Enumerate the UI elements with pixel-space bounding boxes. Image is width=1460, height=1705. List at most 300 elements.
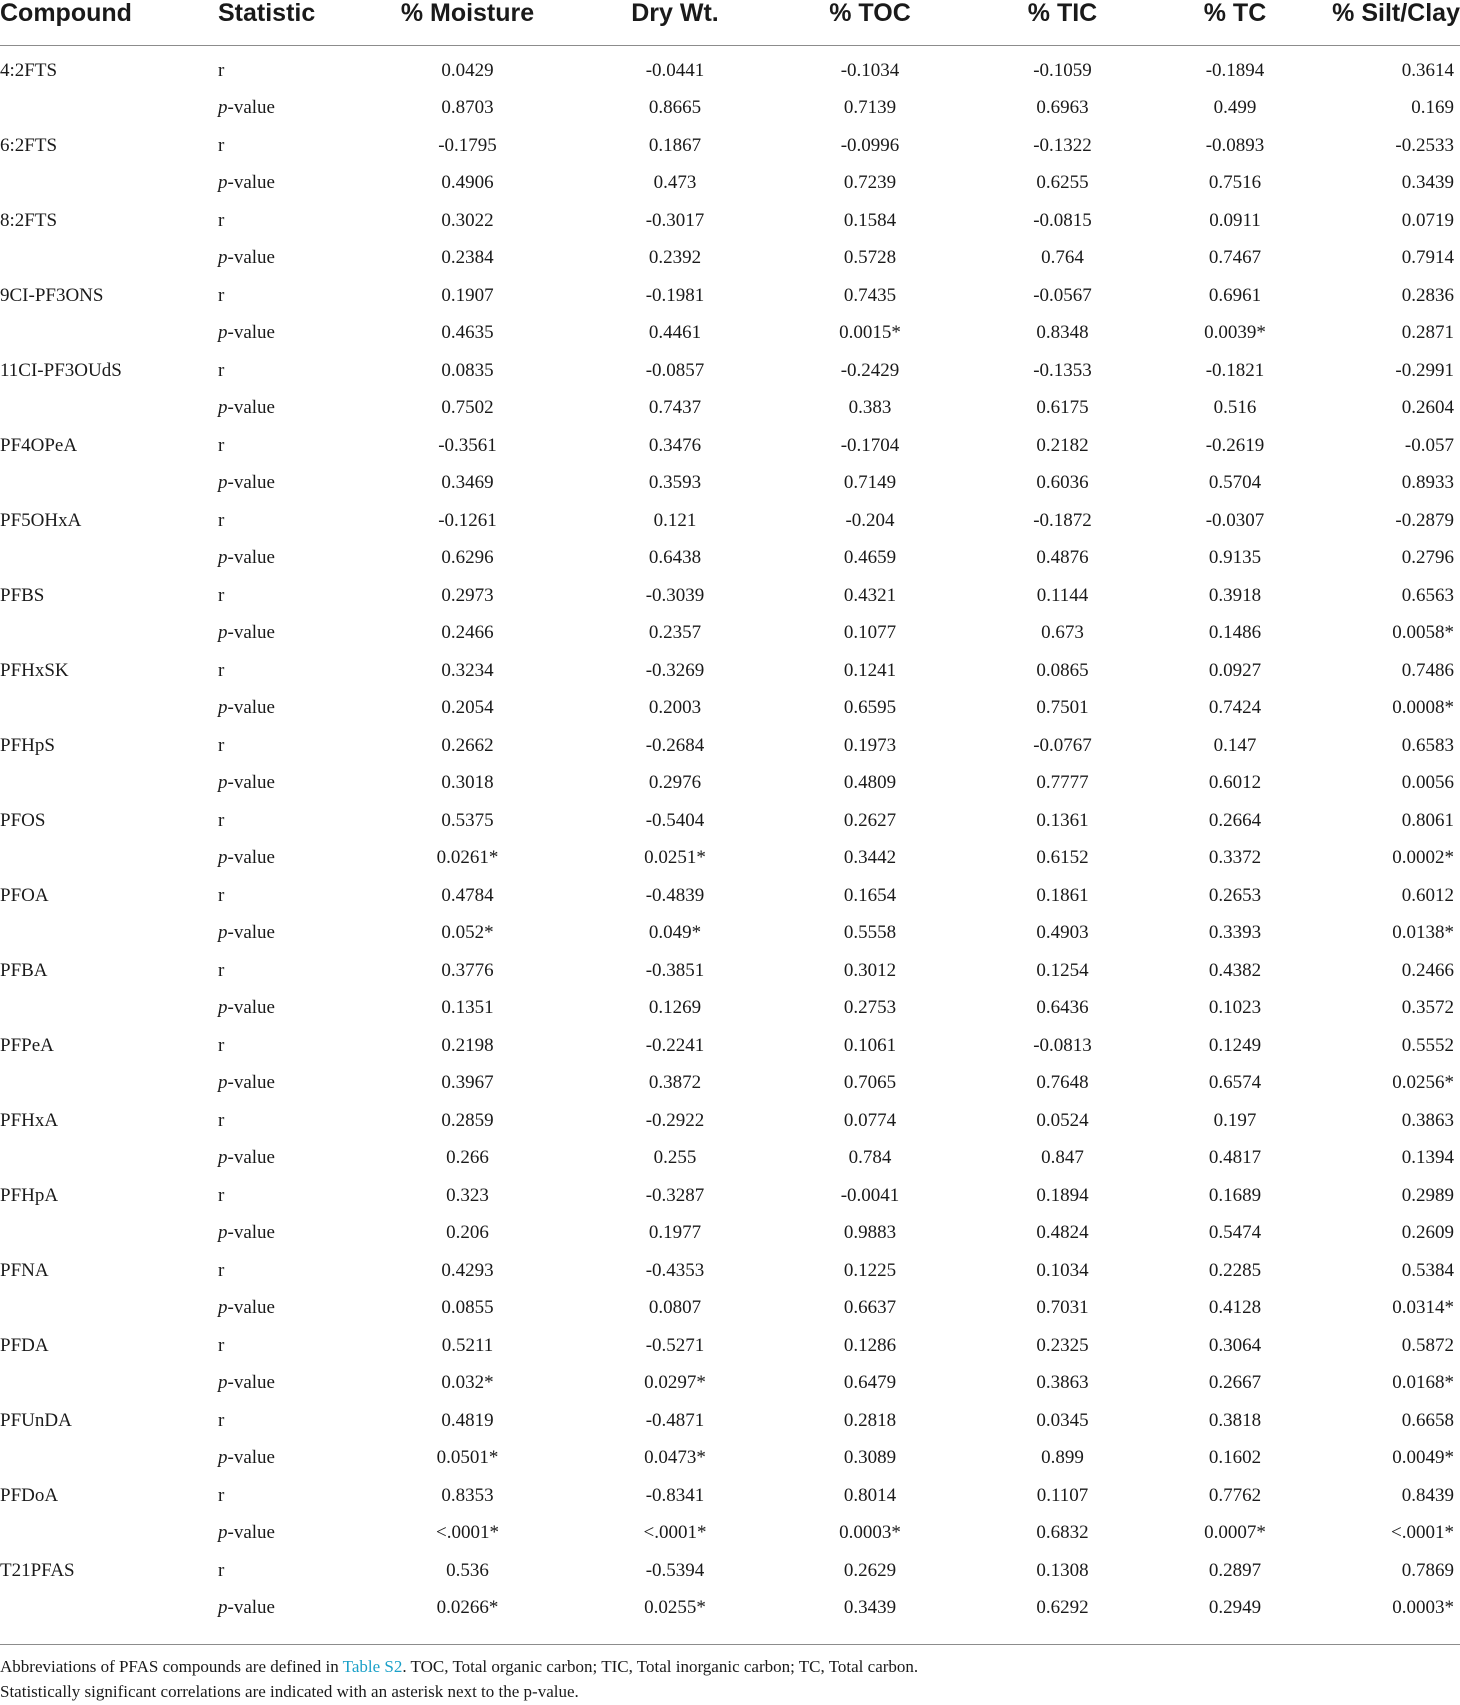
table-row [0,877,1460,915]
r-value-cell: 0.3022 [441,209,494,231]
p-italic: p [218,697,228,719]
compound-name: PFHpS [0,734,55,756]
table-body [0,46,1460,1628]
p-value-cell: 0.2796 [1401,547,1454,569]
statistic-r: r [218,809,225,831]
compound-blank [0,465,200,503]
p-value-cell: 0.2003 [648,697,702,719]
p-value-cell: 0.764 [1041,247,1084,269]
p-value-cell: 0.6832 [1036,1522,1089,1544]
statistic-p-value [200,240,370,278]
p-value-cell: 0.0473* [644,1447,706,1469]
footnote-line-1 [0,1654,1460,1679]
r-value-cell: 0.7762 [1208,1484,1262,1506]
compound-name: 11CI-PF3OUdS [0,359,122,381]
p-italic: p [218,847,228,869]
p-value-cell: 0.383 [848,397,892,419]
table-row [0,465,1460,503]
r-value-cell: 0.6012 [1401,884,1454,906]
r-value-cell: -0.2533 [1395,134,1454,156]
statistic-r: r [218,359,225,381]
p-value-cell: 0.6012 [1208,772,1262,794]
r-value-cell: -0.0441 [645,59,705,81]
compound-blank [0,1290,200,1328]
statistic-p-value [200,990,370,1028]
table-row [0,1515,1460,1553]
r-value-cell: 0.0865 [1036,659,1089,681]
p-value-cell: 0.3469 [441,472,494,494]
p-value-cell: 0.2357 [648,622,702,644]
table-row [0,90,1460,128]
r-value-cell: 0.2818 [843,1409,897,1431]
table-row [0,1440,1460,1478]
p-value-cell: 0.0256* [1392,1072,1454,1094]
p-value-cell: 0.2976 [648,772,702,794]
p-value-cell: 0.0008* [1392,697,1454,719]
table-row [0,1215,1460,1253]
statistic-r: r [218,284,225,306]
header-statistic: Statistic [200,0,370,46]
r-value-cell: 0.1361 [1036,809,1089,831]
statistic-p-value [200,915,370,953]
r-value-cell: 0.1249 [1208,1034,1262,1056]
p-value-cell: 0.9135 [1208,547,1262,569]
statistic-r: r [218,1109,225,1131]
compound-name: PFOA [0,884,49,906]
compound-blank [0,540,200,578]
p-rest: -value [227,97,275,119]
p-value-cell: 0.9883 [843,1222,897,1244]
r-value-cell: -0.2922 [645,1109,705,1131]
table-s2-link[interactable]: Table S2 [342,1657,403,1676]
r-value-cell: -0.5394 [645,1559,705,1581]
compound-blank [0,1590,200,1628]
compound-blank [0,1365,200,1403]
r-value-cell: 0.3818 [1208,1409,1262,1431]
p-value-cell: 0.1394 [1401,1147,1454,1169]
r-value-cell: 0.3776 [441,959,494,981]
p-rest: -value [227,1447,275,1469]
statistic-p-value [200,1365,370,1403]
p-rest: -value [227,397,275,419]
r-value-cell: -0.3039 [645,584,705,606]
table-row [0,727,1460,765]
p-value-cell: 0.0314* [1392,1297,1454,1319]
header-dry-weight: Dry Wt. [565,0,785,46]
p-value-cell: 0.3593 [648,472,702,494]
table-row [0,1552,1460,1590]
p-italic: p [218,772,228,794]
r-value-cell: 0.536 [446,1559,489,1581]
table-row [0,1252,1460,1290]
r-value-cell: -0.1821 [1205,359,1265,381]
compound-name: PFHxA [0,1109,59,1131]
p-italic: p [218,322,228,344]
p-value-cell: 0.6255 [1036,172,1089,194]
compound-blank [0,1440,200,1478]
compound-name: T21PFAS [0,1559,75,1581]
r-value-cell: 0.2859 [441,1109,494,1131]
r-value-cell: 0.323 [446,1184,489,1206]
r-value-cell: -0.2429 [840,359,900,381]
p-value-cell: 0.0501* [436,1447,499,1469]
r-value-cell: 0.7435 [843,284,897,306]
p-value-cell: 0.6574 [1208,1072,1262,1094]
p-value-cell: 0.0049* [1392,1447,1454,1469]
table-row [0,840,1460,878]
p-rest: -value [227,1147,275,1169]
p-value-cell: 0.0855 [441,1297,494,1319]
p-value-cell: 0.3018 [441,772,494,794]
p-value-cell: 0.3439 [843,1597,897,1619]
r-value-cell: -0.1322 [1033,134,1092,156]
r-value-cell: 0.3614 [1401,59,1454,81]
p-value-cell: 0.6175 [1036,397,1089,419]
p-value-cell: 0.4903 [1036,922,1089,944]
p-rest: -value [227,922,275,944]
r-value-cell: 0.121 [653,509,697,531]
r-value-cell: 0.1254 [1036,959,1089,981]
p-rest: -value [227,847,275,869]
compound-blank [0,1140,200,1178]
p-value-cell: 0.0058* [1392,622,1454,644]
r-value-cell: -0.1872 [1033,509,1092,531]
r-value-cell: -0.0815 [1033,209,1092,231]
r-value-cell: 0.2989 [1401,1184,1454,1206]
p-value-cell: 0.0266* [436,1597,499,1619]
r-value-cell: 0.1861 [1036,884,1089,906]
compound-blank [0,390,200,428]
compound-name: PFPeA [0,1034,54,1056]
r-value-cell: -0.5404 [645,809,705,831]
p-value-cell: 0.4817 [1208,1147,1262,1169]
r-value-cell: 0.2198 [441,1034,494,1056]
table-row [0,1477,1460,1515]
p-value-cell: 0.5474 [1208,1222,1262,1244]
r-value-cell: 0.0345 [1036,1409,1089,1431]
table-row [0,1590,1460,1628]
table-row [0,1290,1460,1328]
statistic-r: r [218,659,225,681]
compound-name: PFNA [0,1259,49,1281]
r-value-cell: 0.6961 [1208,284,1262,306]
r-value-cell: 0.1225 [843,1259,897,1281]
p-value-cell: 0.4659 [843,547,897,569]
p-value-cell: 0.169 [1411,97,1454,119]
compound-name: PFBA [0,959,48,981]
table-row [0,202,1460,240]
compound-name: 8:2FTS [0,209,58,231]
table-row [0,652,1460,690]
p-italic: p [218,472,228,494]
r-value-cell: 0.2325 [1036,1334,1089,1356]
r-value-cell: 0.2836 [1401,284,1454,306]
r-value-cell: -0.3017 [645,209,705,231]
p-value-cell: <.0001* [643,1522,707,1544]
compound-blank [0,90,200,128]
r-value-cell: -0.1261 [438,509,497,531]
table-row [0,240,1460,278]
table-row [0,277,1460,315]
p-rest: -value [227,1522,275,1544]
p-rest: -value [227,1597,275,1619]
p-value-cell: 0.7239 [843,172,897,194]
statistic-r: r [218,1184,225,1206]
table-row [0,690,1460,728]
statistic-r: r [218,434,225,456]
p-value-cell: 0.3967 [441,1072,494,1094]
p-value-cell: 0.3393 [1208,922,1262,944]
r-value-cell: -0.0567 [1033,284,1092,306]
statistic-p-value [200,1515,370,1553]
r-value-cell: 0.1907 [441,284,494,306]
p-value-cell: 0.2466 [441,622,494,644]
r-value-cell: 0.3234 [441,659,494,681]
p-italic: p [218,997,228,1019]
p-rest: -value [227,997,275,1019]
r-value-cell: -0.2619 [1205,434,1265,456]
r-value-cell: 0.1654 [843,884,897,906]
p-value-cell: 0.6479 [843,1372,897,1394]
table-row [0,390,1460,428]
p-value-cell: 0.3372 [1208,847,1262,869]
statistic-r: r [218,509,225,531]
r-value-cell: 0.3918 [1208,584,1262,606]
p-value-cell: 0.8933 [1401,472,1454,494]
p-value-cell: 0.3439 [1401,172,1454,194]
r-value-cell: 0.2662 [441,734,494,756]
p-value-cell: 0.6292 [1036,1597,1089,1619]
statistic-p-value [200,1590,370,1628]
table-footnote [0,1654,1460,1704]
p-italic: p [218,1522,228,1544]
r-value-cell: 0.5872 [1401,1334,1454,1356]
p-value-cell: 0.1023 [1208,997,1262,1019]
compound-name: 6:2FTS [0,134,58,156]
p-value-cell: 0.255 [653,1147,697,1169]
r-value-cell: 0.6583 [1401,734,1454,756]
compound-name: PFUnDA [0,1409,72,1431]
r-value-cell: -0.2991 [1395,359,1454,381]
r-value-cell: -0.1353 [1033,359,1092,381]
p-italic: p [218,97,228,119]
p-value-cell: 0.0003* [1392,1597,1454,1619]
compound-blank [0,165,200,203]
statistic-p-value [200,1290,370,1328]
p-value-cell: 0.1077 [843,622,897,644]
p-value-cell: 0.0168* [1392,1372,1454,1394]
p-value-cell: 0.0261* [436,847,499,869]
r-value-cell: 0.1308 [1036,1559,1089,1581]
p-value-cell: 0.6963 [1036,97,1089,119]
r-value-cell: -0.1704 [840,434,900,456]
r-value-cell: 0.0774 [843,1109,897,1131]
p-italic: p [218,1372,228,1394]
compound-name: PFHpA [0,1184,59,1206]
table-row [0,952,1460,990]
r-value-cell: 0.2629 [843,1559,897,1581]
p-value-cell: 0.784 [848,1147,892,1169]
statistic-r: r [218,1259,225,1281]
p-value-cell: 0.1486 [1208,622,1262,644]
p-value-cell: 0.6152 [1036,847,1089,869]
table-row [0,765,1460,803]
r-value-cell: 0.0524 [1036,1109,1089,1131]
table-row [0,352,1460,390]
r-value-cell: 0.3476 [648,434,702,456]
statistic-r: r [218,1034,225,1056]
r-value-cell: 0.0719 [1401,209,1454,231]
statistic-p-value [200,315,370,353]
statistic-r: r [218,1559,225,1581]
table-row [0,540,1460,578]
p-value-cell: 0.673 [1041,622,1084,644]
statistic-r: r [218,734,225,756]
p-value-cell: 0.4128 [1208,1297,1262,1319]
compound-name: PFDA [0,1334,49,1356]
p-value-cell: 0.0138* [1392,922,1454,944]
table-row [0,502,1460,540]
table-row [0,1365,1460,1403]
table-row [0,1102,1460,1140]
p-value-cell: 0.0003* [839,1522,901,1544]
compound-blank [0,915,200,953]
header-compound: Compound [0,0,200,46]
p-value-cell: 0.6436 [1036,997,1089,1019]
r-value-cell: 0.8439 [1401,1484,1454,1506]
r-value-cell: 0.2664 [1208,809,1262,831]
r-value-cell: -0.1059 [1033,59,1092,81]
r-value-cell: 0.3012 [843,959,897,981]
r-value-cell: 0.1867 [648,134,702,156]
statistic-r: r [218,59,225,81]
compound-blank [0,1065,200,1103]
r-value-cell: -0.4871 [645,1409,705,1431]
p-value-cell: 0.2871 [1401,322,1454,344]
r-value-cell: 0.5552 [1401,1034,1454,1056]
r-value-cell: -0.2684 [645,734,705,756]
r-value-cell: 0.1034 [1036,1259,1089,1281]
compound-name: PFHxSK [0,659,69,681]
p-value-cell: <.0001* [436,1522,499,1544]
p-value-cell: 0.052* [441,922,494,944]
r-value-cell: 0.8061 [1401,809,1454,831]
p-value-cell: 0.266 [446,1147,489,1169]
compound-blank [0,690,200,728]
p-rest: -value [227,1297,275,1319]
r-value-cell: 0.197 [1213,1109,1257,1131]
header-tic: % TIC [955,0,1170,46]
r-value-cell: 0.2897 [1208,1559,1262,1581]
p-rest: -value [227,1372,275,1394]
statistic-p-value [200,840,370,878]
p-value-cell: 0.1351 [441,997,494,1019]
p-value-cell: 0.8665 [648,97,702,119]
p-italic: p [218,1447,228,1469]
p-italic: p [218,247,228,269]
p-value-cell: 0.0297* [644,1372,706,1394]
statistic-p-value [200,1065,370,1103]
r-value-cell: -0.0307 [1205,509,1265,531]
r-value-cell: -0.0813 [1033,1034,1092,1056]
r-value-cell: -0.2879 [1395,509,1454,531]
r-value-cell: 0.0835 [441,359,494,381]
r-value-cell: -0.0767 [1033,734,1092,756]
p-italic: p [218,1222,228,1244]
p-value-cell: 0.7139 [843,97,897,119]
p-value-cell: 0.2949 [1208,1597,1262,1619]
p-italic: p [218,1072,228,1094]
p-rest: -value [227,247,275,269]
r-value-cell: 0.7486 [1401,659,1454,681]
statistic-p-value [200,765,370,803]
p-value-cell: 0.3442 [843,847,897,869]
p-value-cell: 0.7437 [648,397,702,419]
statistic-r: r [218,1484,225,1506]
p-rest: -value [227,772,275,794]
p-value-cell: 0.7914 [1401,247,1454,269]
statistic-p-value [200,165,370,203]
p-value-cell: 0.2392 [648,247,702,269]
statistic-r: r [218,209,225,231]
p-value-cell: 0.7648 [1036,1072,1089,1094]
footnote-line-1-post: . TOC, Total organic carbon; TIC, Total inorganic carbon; TC, Total carbon. [402,1657,919,1676]
compound-blank [0,240,200,278]
p-value-cell: 0.7777 [1036,772,1089,794]
r-value-cell: -0.4353 [645,1259,705,1281]
p-value-cell: 0.3863 [1036,1372,1089,1394]
r-value-cell: -0.3269 [645,659,705,681]
table-row [0,427,1460,465]
r-value-cell: 0.4382 [1208,959,1262,981]
p-value-cell: 0.5704 [1208,472,1262,494]
header-toc: % TOC [785,0,955,46]
r-value-cell: -0.0857 [645,359,705,381]
statistic-p-value [200,465,370,503]
r-value-cell: 0.1061 [843,1034,897,1056]
r-value-cell: 0.3064 [1208,1334,1262,1356]
statistic-r: r [218,959,225,981]
p-value-cell: 0.7149 [843,472,897,494]
r-value-cell: 0.2653 [1208,884,1262,906]
p-value-cell: 0.2054 [441,697,494,719]
r-value-cell: 0.4819 [441,1409,494,1431]
statistic-p-value [200,615,370,653]
r-value-cell: 0.2285 [1208,1259,1262,1281]
r-value-cell: 0.147 [1213,734,1257,756]
r-value-cell: 0.2973 [441,584,494,606]
p-value-cell: 0.1602 [1208,1447,1262,1469]
table-row [0,127,1460,165]
p-italic: p [218,547,228,569]
p-value-cell: 0.2609 [1401,1222,1454,1244]
p-value-cell: 0.5728 [843,247,897,269]
p-value-cell: 0.3572 [1401,997,1454,1019]
statistic-p-value [200,90,370,128]
r-value-cell: -0.1894 [1205,59,1265,81]
r-value-cell: 0.1894 [1036,1184,1089,1206]
r-value-cell: 0.4321 [843,584,897,606]
statistic-p-value [200,540,370,578]
table-header-row [0,0,1460,46]
p-rest: -value [227,697,275,719]
p-italic: p [218,1597,228,1619]
r-value-cell: 0.0927 [1208,659,1262,681]
p-value-cell: 0.7467 [1208,247,1262,269]
r-value-cell: 0.2627 [843,809,897,831]
p-value-cell: 0.049* [648,922,702,944]
p-value-cell: 0.6438 [648,547,702,569]
